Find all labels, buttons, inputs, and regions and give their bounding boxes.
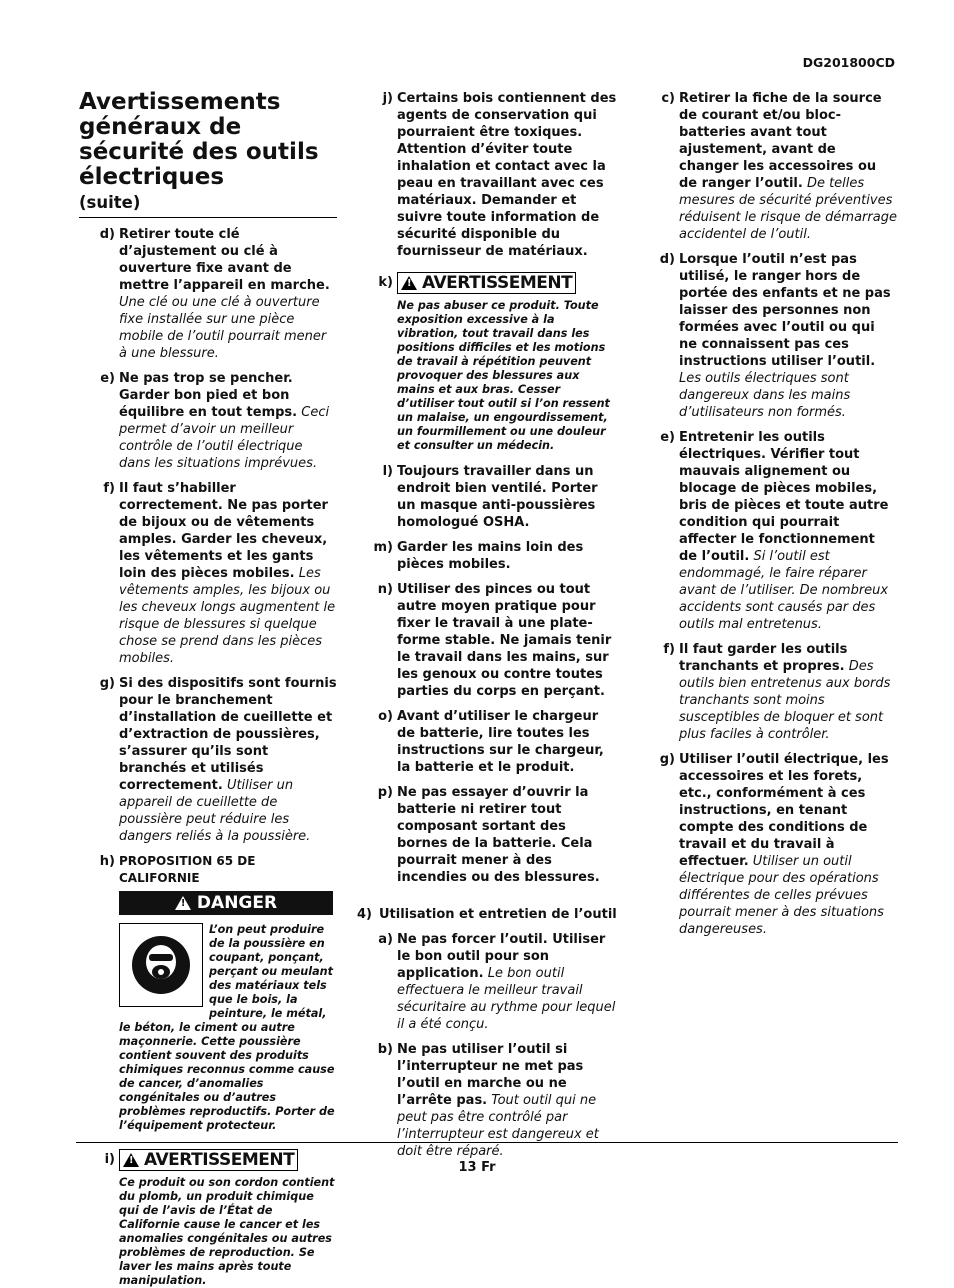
list-item: e) Entretenir les outils électriques. Vérifier tout mauvais alignement ou blocage de pièces mobiles, bris de pièces et toute autre condition qui pourrait affecter le fonctionnement de l’outil. Si l’outil est endommagé, le faire réparer avant de l’utiliser. De nombreux accidents sont causés par des outils mal entretenus.	[660, 430, 889, 632]
list-item: p) Ne pas essayer d’ouvrir la batterie ni retirer tout composant sortant des bornes de la batterie. Cela pourrait mener à des incendies ou des blessures.	[377, 785, 600, 885]
list-item: j) Certains bois contiennent des agents de conservation qui pourraient être toxiques. Attention d’éviter toute inhalation et contact avec la peau en travaillant avec ces matériaux. Demander et suivre toute information de sécurité disponible du fournisseur de matériaux.	[382, 91, 617, 259]
list-item: d) Retirer toute clé d’ajustement ou clé à ouverture fixe avant de mettre l’appareil en marche. Une clé ou une clé à ouverture fixe installée sur une pièce mobile de l’outil pourrait mener à une blessure.	[99, 227, 330, 361]
list-item: b) Ne pas utiliser l’outil si l’interrupteur ne met pas l’outil en marche ou ne l’arrête pas. Tout outil qui ne peut pas être contrôlé par l’interrupteur est dangereux et doit être réparé.	[377, 1042, 599, 1159]
list-item: l) Toujours travailler dans un endroit bien ventilé. Porter un masque anti-poussières homologué OSHA.	[382, 464, 598, 530]
column-1	[79, 90, 337, 1288]
danger-text: L’on peut produire de la poussière en coupant, ponçant, perçant ou meulant des matériaux tels que le bois, la peinture, le métal, le béton, le ciment ou autre maçonnerie. Cette poussière contient souvent des produits chimiques reconnus comme cause de cancer, d’anomalies congénitales ou d’autres problèmes reproductifs. Porter de l’équipement protecteur.	[119, 923, 335, 1132]
list-item: i) ! AVERTISSEMENT	[79, 1149, 337, 1172]
list-item: e) Ne pas trop se pencher. Garder bon pied et bon équilibre en tout temps. Ceci permet d’avoir un meilleur contrôle de l’outil électrique dans les situations imprévues.	[100, 371, 330, 471]
warning-text: Ne pas abuser ce produit. Toute exposition excessive à la vibration, tout travail dans les positions difficiles et les motions de travail à répétition peuvent provoquer des blessures aux mains et aux bras. Cesser d’utiliser tout outil si l’on ressent un malaise, un engourdissement, un fourmillement ou une douleur et consulter un médecin.	[397, 299, 610, 452]
page-title: Avertissements généraux de sécurité des outils électriques	[79, 89, 319, 190]
danger-banner: ! DANGER	[119, 891, 333, 915]
respirator-mask-icon	[119, 923, 203, 1007]
list-item: m) Garder les mains loin des pièces mobiles.	[373, 540, 584, 572]
column-3	[655, 90, 897, 946]
avertissement-badge: ! AVERTISSEMENT	[397, 272, 576, 294]
page-subtitle: (suite)	[79, 193, 141, 212]
warning-text: Ce produit ou son cordon contient du plomb, un produit chimique qui de l’avis de l’État de Californie cause le cancer et les anomalies congénitales ou autres problèmes de reproduction. Se laver les mains après toute manipulation.	[119, 1176, 335, 1287]
section-heading: 4) Utilisation et entretien de l’outil	[357, 907, 617, 922]
list-item: d) Lorsque l’outil n’est pas utilisé, le ranger hors de portée des enfants et ne pas laisser des personnes non formées avec l’outil ou qui ne connaissent pas ces instructions utiliser l’outil. Les outils électriques sont dangereux dans les mains d’utilisateurs non formés.	[659, 252, 891, 420]
list-item: f) Il faut s’habiller correctement. Ne pas porter de bijoux ou de vêtements amples. Garder les cheveux, les vêtements et les gants loin des pièces mobiles. Les vêtements amples, les bijoux ou les cheveux longs augmentent le risque de blessures si quelque chose se prend dans les pièces mobiles.	[103, 481, 336, 666]
warning-triangle-icon: !	[123, 1153, 139, 1167]
column-2	[357, 90, 619, 1168]
warning-triangle-icon: !	[401, 276, 417, 290]
warning-triangle-icon: !	[175, 896, 191, 910]
avertissement-badge: ! AVERTISSEMENT	[119, 1149, 298, 1171]
model-number: DG201800CD	[802, 55, 895, 70]
list-item: g) Utiliser l’outil électrique, les accessoires et les forets, etc., conformément à ces instructions, en tenant compte des conditions de travail et du travail à effectuer. Utiliser un outil électrique pour des opérations différentes de celles prévues pourrait mener à des situations dangereuses.	[659, 752, 889, 937]
list-item: k) ! AVERTISSEMENT	[357, 272, 619, 295]
list-item: f) Il faut garder les outils tranchants et propres. Des outils bien entretenus aux bords tranchants sont moins susceptibles de bloquer et sont plus faciles à contrôler.	[663, 642, 891, 742]
title-rule	[79, 217, 337, 218]
list-item: c) Retirer la fiche de la source de courant et/ou bloc-batteries avant tout ajustement, avant de changer les accessoires ou de ranger l’outil. De telles mesures de sécurité préventives réduisent le risque de démarrage accidentel de l’outil.	[661, 91, 897, 242]
footer-rule	[76, 1142, 898, 1143]
list-item: h) PROPOSITION 65 DE CALIFORNIE	[99, 854, 256, 885]
danger-block	[79, 923, 337, 1133]
list-item: a) Ne pas forcer l’outil. Utiliser le bon outil pour son application. Le bon outil effectuera le meilleur travail sécuritaire au rythme pour lequel il a été conçu.	[378, 932, 616, 1032]
page-number: 13 Fr	[458, 1160, 496, 1175]
list-item: n) Utiliser des pinces ou tout autre moyen pratique pour fixer le travail à une plate-forme stable. Ne jamais tenir le travail dans les mains, sur les genoux ou contre toutes parties du corps en perçant.	[377, 582, 612, 699]
list-item: o) Avant d’utiliser le chargeur de batterie, lire toutes les instructions sur le chargeur, la batterie et le produit.	[378, 709, 604, 775]
list-item: g) Si des dispositifs sont fournis pour le branchement d’installation de cueillette et d’extraction de poussières, s’assurer qu’ils sont branchés et utilisés correctement. Utiliser un appareil de cueillette de poussière peut réduire les dangers reliés à la poussière.	[99, 676, 337, 844]
